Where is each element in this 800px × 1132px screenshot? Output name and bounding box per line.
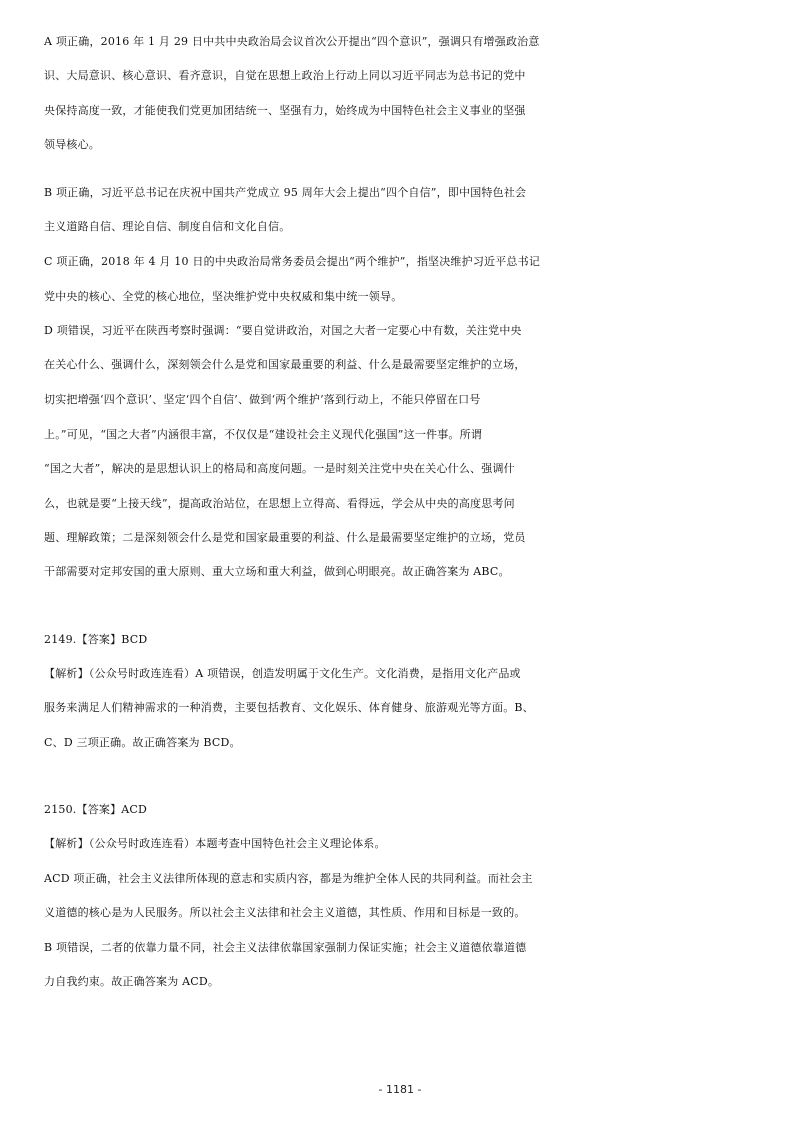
text-line: 干部需要对定邦安国的重大原则、重大立场和重大利益，做到心明眼亮。故正确答案为 ABC。 bbox=[44, 565, 510, 578]
text-line: 党中央的核心、全党的核心地位，坚决维护党中央权威和集中统一领导。 bbox=[44, 290, 403, 303]
text-line: 么，也就是要“上接天线”，提高政治站位，在思想上立得高、看得远，学会从中央的高度思考问 bbox=[44, 497, 515, 510]
text-line: A 项正确，2016 年 1 月 29 日中共中央政治局会议首次公开提出“四个意识”，强调只有增强政治意 bbox=[44, 35, 540, 48]
text-line: 央保持高度一致，才能使我们党更加团结统一、坚强有力，始终成为中国特色社会主义事业的坚强 bbox=[44, 104, 526, 117]
text-line: B 项错误，二者的依靠力量不同，社会主义法律依靠国家强制力保证实施；社会主义道德依靠道德 bbox=[44, 941, 527, 954]
text-line: ACD 项正确，社会主义法律所体现的意志和实质内容，都是为维护全体人民的共同利益。而社会主 bbox=[44, 872, 533, 885]
text-line: 服务来满足人们精神需求的一种消费，主要包括教育、文化娱乐、体育健身、旅游观光等方面。B、 bbox=[44, 701, 534, 714]
page-number: - 1181 - bbox=[378, 1083, 422, 1096]
text-line: D 项错误，习近平在陕西考察时强调：“要自觉讲政治，对国之大者一定要心中有数，关注党中央 bbox=[44, 324, 522, 337]
text-line: 【解析】（公众号时政连连看）本题考查中国特色社会主义理论体系。 bbox=[44, 837, 386, 850]
answer-heading: 2149.【答案】BCD bbox=[44, 633, 148, 646]
text-line: C、D 三项正确。故正确答案为 BCD。 bbox=[44, 736, 241, 749]
text-line: 题、理解政策；二是深刻领会什么是党和国家最重要的利益、什么是最需要坚定维护的立场，党员 bbox=[44, 531, 526, 544]
text-line: C 项正确，2018 年 4 月 10 日的中央政治局常务委员会提出“两个维护”，指坚决维护习近平总书记 bbox=[44, 255, 541, 268]
text-line: 义道德的核心是为人民服务。所以社会主义法律和社会主义道德，其性质、作用和目标是一致的。 bbox=[44, 906, 526, 919]
text-line: 【解析】（公众号时政连连看）A 项错误，创造发明属于文化生产。文化消费，是指用文化产品或 bbox=[44, 667, 521, 680]
text-line: 切实把增强‘四个意识’、坚定‘四个自信’、做到‘两个维护’落到行动上，不能只停留在口号 bbox=[44, 393, 481, 406]
text-line: 上。”可见，“国之大者”内涵很丰富，不仅仅是“建设社会主义现代化强国”这一件事。所谓 bbox=[44, 428, 483, 441]
text-line: “国之大者”，解决的是思想认识上的格局和高度问题。一是时刻关注党中央在关心什么、强调什 bbox=[44, 462, 515, 475]
text-line: B 项正确，习近平总书记在庆祝中国共产党成立 95 周年大会上提出“四个自信”，即中国特色社会 bbox=[44, 186, 527, 199]
answer-heading: 2150.【答案】ACD bbox=[44, 803, 148, 816]
text-line: 识、大局意识、核心意识、看齐意识，自觉在思想上政治上行动上同以习近平同志为总书记的党中 bbox=[44, 69, 526, 82]
text-line: 在关心什么、强调什么，深刻领会什么是党和国家最重要的利益、什么是最需要坚定维护的立场， bbox=[44, 358, 526, 371]
text-line: 力自我约束。故正确答案为 ACD。 bbox=[44, 975, 220, 988]
text-line: 主义道路自信、理论自信、制度自信和文化自信。 bbox=[44, 220, 291, 233]
text-line: 领导核心。 bbox=[44, 138, 100, 151]
